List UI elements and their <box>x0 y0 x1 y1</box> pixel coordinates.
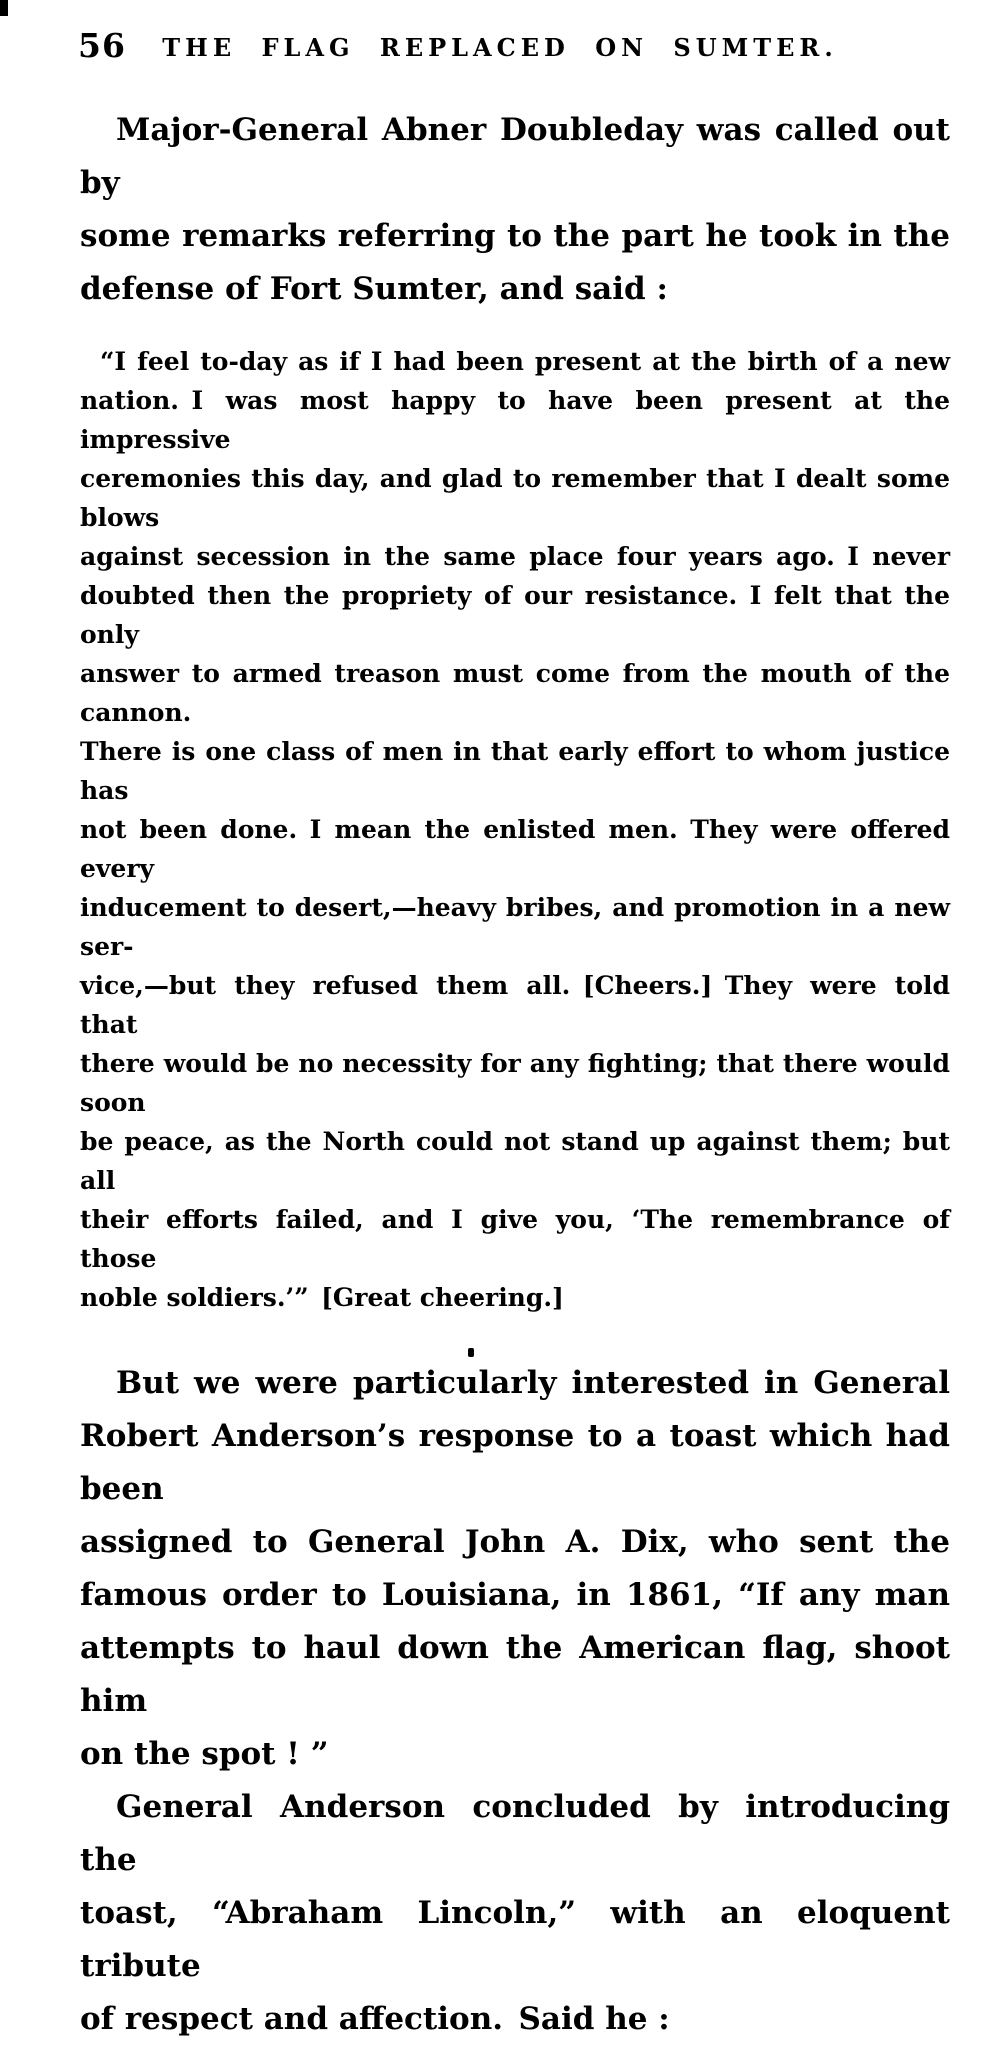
text-line: toast, “Abraham Lincoln,” with an eloquent tribute <box>80 1895 950 1984</box>
text-line: nation. I was most happy to have been present at the impressive <box>80 386 950 454</box>
paragraph <box>80 1781 950 2046</box>
text-line: some remarks referring to the part he took in the <box>80 218 950 254</box>
text-line: attempts to haul down the American flag, shoot him <box>80 1630 950 1719</box>
text-line: of respect and affection. Said he : <box>80 2001 670 2037</box>
text-line: not been done. I mean the enlisted men. They were offered every <box>80 815 950 883</box>
paragraph <box>80 1357 950 1781</box>
running-head-title: THE FLAG REPLACED ON SUMTER. <box>162 33 838 62</box>
text-line: there would be no necessity for any fighting; that there would soon <box>80 1049 950 1117</box>
text-line: But we were particularly interested in General <box>116 1365 950 1401</box>
text-line: noble soldiers.’” [Great cheering.] <box>80 1283 564 1312</box>
text-line: their efforts failed, and I give you, ‘The remembrance of those <box>80 1205 950 1273</box>
paragraph <box>80 104 950 316</box>
text-line: vice,—but they refused them all. [Cheers.] They were told that <box>80 971 950 1039</box>
text-line: be peace, as the North could not stand up against them; but all <box>80 1127 950 1195</box>
page-number: 56 <box>78 26 126 65</box>
text-line: assigned to General John A. Dix, who sent the <box>80 1524 950 1560</box>
text-line: Robert Anderson’s response to a toast which had been <box>80 1418 950 1507</box>
text-line: on the spot ! ” <box>80 1736 329 1772</box>
text-line: ceremonies this day, and glad to remember that I dealt some blows <box>80 464 950 532</box>
text-line: There is one class of men in that early effort to whom justice has <box>80 737 950 805</box>
text-line: Major-General Abner Doubleday was called out by <box>80 112 950 201</box>
text-line: General Anderson concluded by introducing the <box>80 1789 950 1878</box>
text-line: against secession in the same place four years ago. I never <box>80 542 950 571</box>
text-line: inducement to desert,—heavy bribes, and promotion in a new ser- <box>80 893 950 961</box>
block-quote <box>80 342 950 1317</box>
text-line: “I feel to-day as if I had been present at the birth of a new <box>100 347 950 376</box>
text-line: answer to armed treason must come from the mouth of the cannon. <box>80 659 950 727</box>
scan-edge-artifact <box>0 0 8 16</box>
text-line: defense of Fort Sumter, and said : <box>80 271 668 307</box>
page-body <box>80 104 950 2046</box>
text-line: famous order to Louisiana, in 1861, “If any man <box>80 1577 950 1613</box>
text-line: doubted then the propriety of our resistance. I felt that the only <box>80 581 950 649</box>
